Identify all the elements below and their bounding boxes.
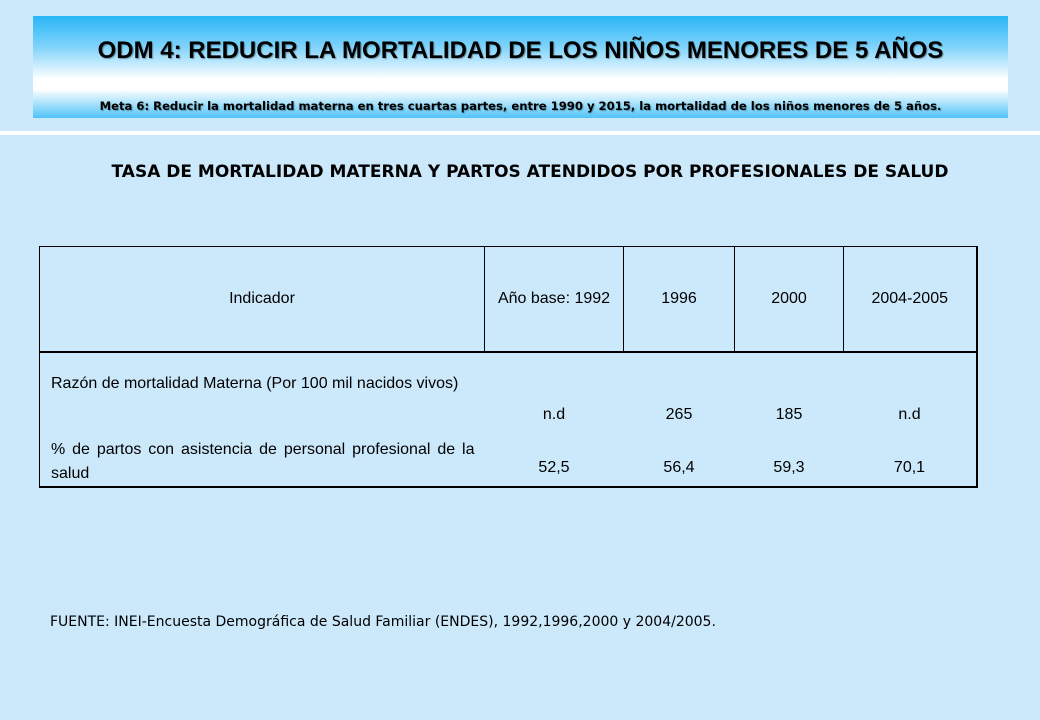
indicator-cell — [40, 352, 485, 424]
page-title: ODM 4: REDUCIR LA MORTALIDAD DE LOS NIÑOS MENORES DE 5 AÑOS — [97, 37, 944, 64]
value-cell: 265 — [665, 406, 693, 423]
indicator-cell — [40, 424, 485, 487]
column-header-indicador: Indicador — [40, 247, 485, 353]
value-cell: 70,1 — [844, 424, 977, 487]
value-cell: 59,3 — [735, 424, 844, 487]
column-header-2000: 2000 — [735, 247, 844, 353]
indicator-label: Razón de mortalidad Materna (Por 100 mil nacidos vivos) — [51, 375, 459, 392]
indicators-table — [39, 246, 978, 488]
title-banner — [33, 16, 1008, 118]
column-header-1992: Año base: 1992 — [485, 247, 624, 353]
table-header-row — [40, 247, 977, 353]
value-cell: 56,4 — [624, 424, 735, 487]
page-subtitle: Meta 6: Reducir la mortalidad materna en tres cuartas partes, entre 1990 y 2015, la mortalidad de los niños menores de 5 años. — [99, 99, 942, 113]
section-title: TASA DE MORTALIDAD MATERNA Y PARTOS ATENDIDOS POR PROFESIONALES DE SALUD — [111, 162, 949, 182]
header-divider — [0, 131, 1040, 135]
value-cell: 52,5 — [485, 424, 624, 487]
column-header-2004-2005: 2004-2005 — [844, 247, 977, 353]
source-note: FUENTE: INEI-Encuesta Demográfica de Salud Familiar (ENDES), 1992,1996,2000 y 2004/2005. — [50, 614, 716, 630]
value-cell: 185 — [775, 406, 803, 423]
table-row — [40, 352, 977, 424]
value-cell: n.d — [844, 352, 977, 424]
column-header-1996: 1996 — [624, 247, 735, 353]
value-cell: n.d — [542, 406, 566, 423]
table-row — [40, 424, 977, 487]
indicator-label: % de partos con asistencia de personal profesional de la salud — [51, 441, 475, 482]
